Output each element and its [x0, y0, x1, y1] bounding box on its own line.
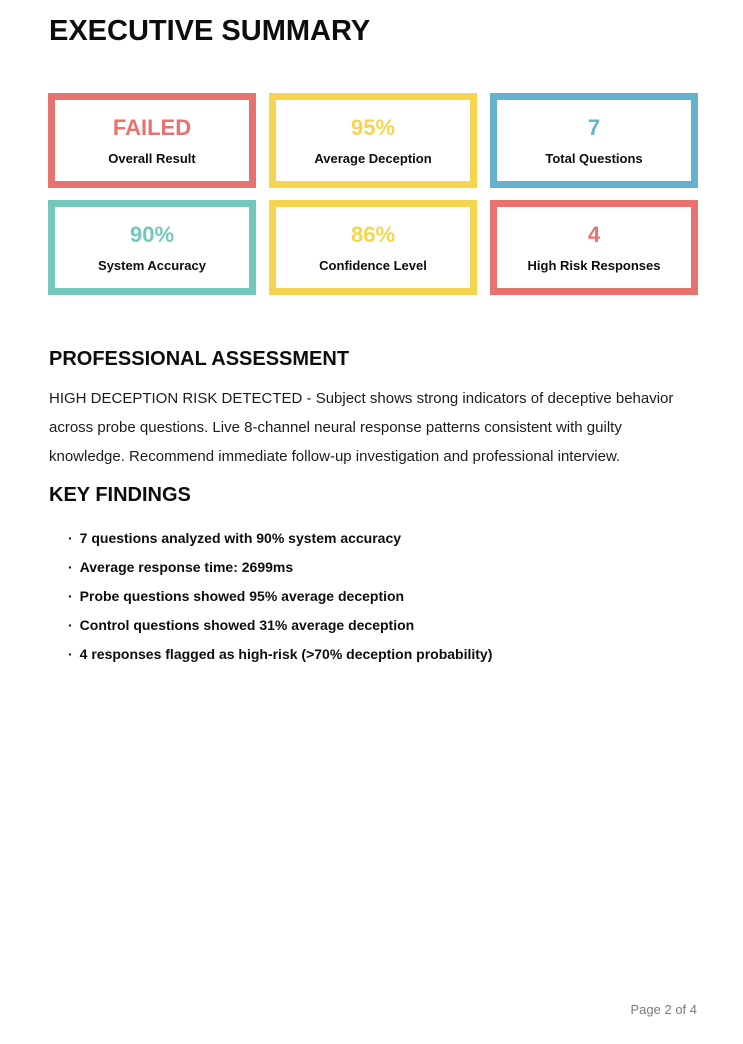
finding-text: 7 questions analyzed with 90% system accuracy — [79, 530, 402, 546]
stat-card-overall-result — [48, 93, 256, 188]
finding-text: Probe questions showed 95% average deception — [79, 588, 405, 604]
stat-card-system-accuracy — [48, 200, 256, 295]
assessment-body-text: HIGH DECEPTION RISK DETECTED - Subject shows strong indicators of deceptive behavior across probe questions. Live 8-channel neural response patterns consistent with guilty knowledge. Recommend immediate follow-up investigation and professional interview. — [49, 390, 674, 465]
stat-value: 90% — [129, 221, 175, 247]
professional-assessment-section — [49, 347, 699, 471]
page-number: Page 2 of 4 — [630, 1002, 697, 1017]
finding-item — [68, 524, 699, 553]
findings-heading: KEY FINDINGS — [49, 484, 191, 506]
finding-text: 4 responses flagged as high-risk (>70% deception probability) — [79, 646, 493, 662]
bullet-icon: · — [68, 617, 73, 633]
stat-cards-grid — [48, 93, 698, 295]
assessment-heading: PROFESSIONAL ASSESSMENT — [49, 348, 350, 370]
stat-value: 7 — [587, 114, 601, 140]
stat-label: High Risk Responses — [527, 257, 661, 273]
stat-label: Average Deception — [314, 150, 432, 166]
stat-card-average-deception — [269, 93, 477, 188]
stat-label: System Accuracy — [98, 257, 206, 273]
findings-list — [68, 524, 699, 669]
stat-value: 86% — [350, 221, 396, 247]
key-findings-section — [49, 483, 699, 669]
stat-card-high-risk-responses — [490, 200, 698, 295]
bullet-icon: · — [68, 588, 73, 604]
finding-item — [68, 553, 699, 582]
stat-label: Overall Result — [108, 150, 196, 166]
bullet-icon: · — [68, 559, 73, 575]
stat-label: Total Questions — [545, 150, 643, 166]
bullet-icon: · — [68, 530, 73, 546]
stat-card-confidence-level — [269, 200, 477, 295]
stat-value: FAILED — [112, 114, 192, 140]
finding-item — [68, 611, 699, 640]
page-title: EXECUTIVE SUMMARY — [49, 15, 371, 47]
stat-card-total-questions — [490, 93, 698, 188]
finding-item — [68, 582, 699, 611]
finding-text: Average response time: 2699ms — [79, 559, 294, 575]
stat-value: 95% — [350, 114, 396, 140]
finding-item — [68, 640, 699, 669]
stat-label: Confidence Level — [319, 257, 427, 273]
bullet-icon: · — [68, 646, 73, 662]
stat-value: 4 — [587, 221, 601, 247]
finding-text: Control questions showed 31% average deception — [79, 617, 415, 633]
